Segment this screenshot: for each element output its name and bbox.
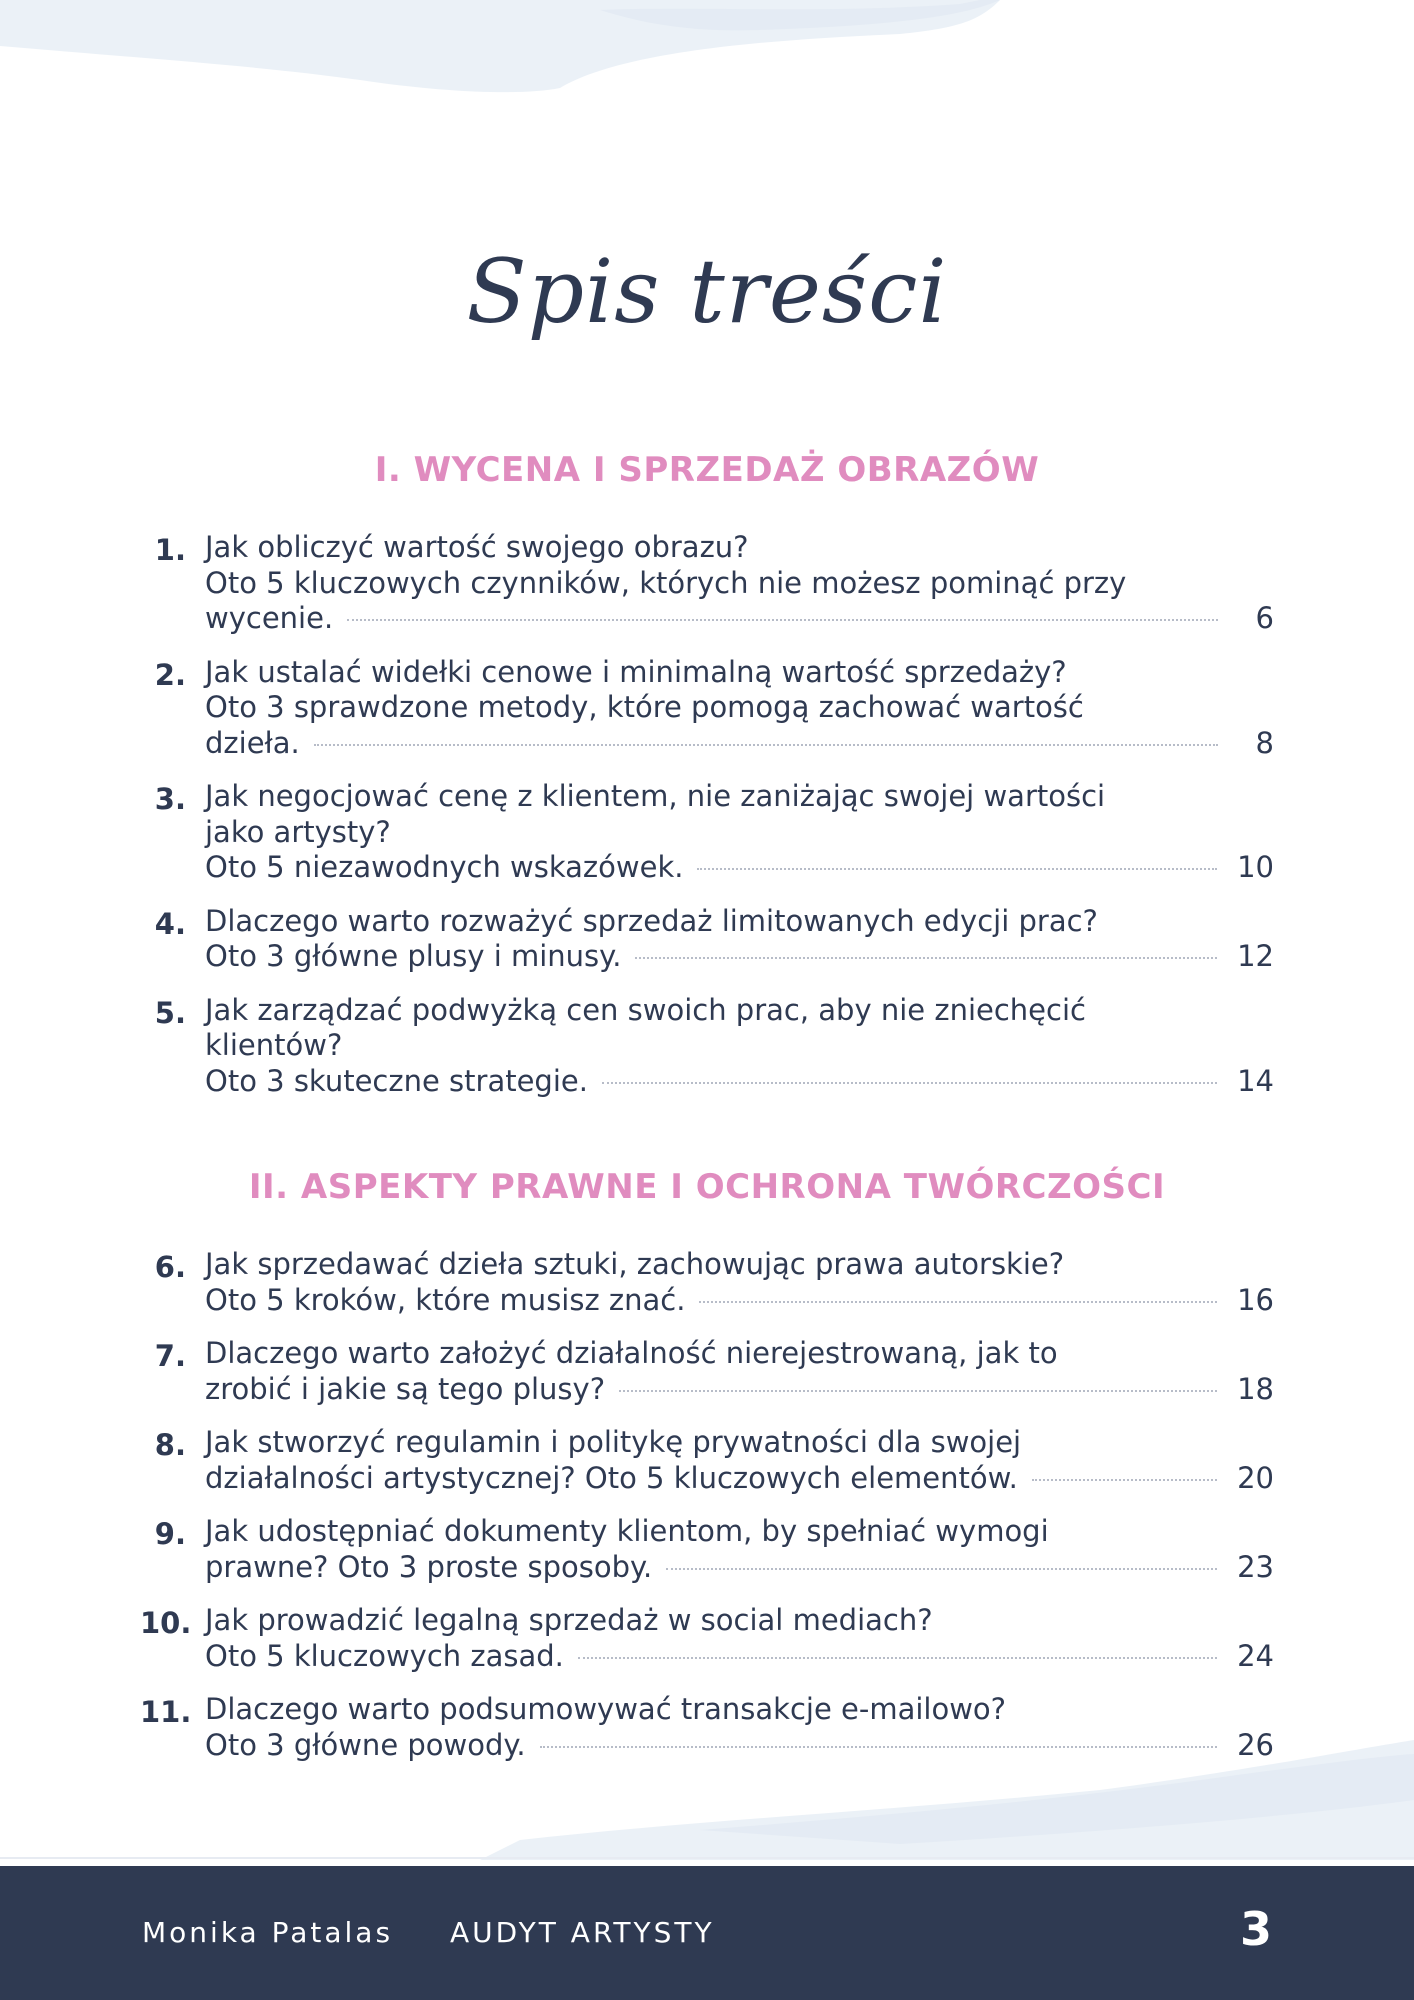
- entry-line: Jak prowadzić legalną sprzedaż w social mediach?: [205, 1603, 933, 1637]
- page-number: 10: [1237, 850, 1274, 884]
- entry-line: zrobić i jakie są tego plusy?: [205, 1371, 606, 1406]
- leader-dots: [602, 1082, 1217, 1084]
- footer-author: Monika Patalas: [142, 1916, 394, 1949]
- entry-line: Dlaczego warto podsumowywać transakcje e-mailowo?: [205, 1692, 1007, 1726]
- page-number: 6: [1255, 601, 1274, 635]
- footer-bar: [0, 1866, 1414, 2000]
- section-heading-2: II. ASPEKTY PRAWNE I OCHRONA TWÓRCZOŚCI: [248, 1167, 1166, 1207]
- entry-line: wycenie.: [205, 601, 334, 635]
- page-number: 14: [1237, 1063, 1274, 1098]
- toc-entry[interactable]: [140, 779, 1274, 886]
- entry-number: 11.: [140, 1695, 192, 1729]
- page-number: 20: [1237, 1460, 1274, 1495]
- entry-number: 3.: [154, 782, 186, 816]
- toc-entry[interactable]: [140, 530, 1274, 637]
- entry-line: Jak stworzyć regulamin i politykę prywatności dla swojej: [205, 1425, 1022, 1459]
- toc-entry[interactable]: [140, 993, 1274, 1100]
- entry-line: Jak udostępniać dokumenty klientom, by spełniać wymogi: [205, 1514, 1049, 1548]
- footer-separator: [0, 1857, 1414, 1859]
- entry-number: 9.: [154, 1517, 186, 1551]
- footer-brand: AUDYT ARTYSTY: [450, 1916, 715, 1949]
- entry-line: Oto 5 niezawodnych wskazówek.: [205, 850, 684, 884]
- footer-page-number: 3: [1239, 1902, 1272, 1956]
- section-heading-1: I. WYCENA I SPRZEDAŻ OBRAZÓW: [374, 450, 1040, 490]
- page-number: 24: [1237, 1638, 1274, 1673]
- toc-entry[interactable]: [140, 1692, 1274, 1763]
- toc-entry[interactable]: [140, 655, 1274, 762]
- entry-number: 2.: [154, 657, 186, 692]
- toc-entry[interactable]: [140, 1425, 1274, 1496]
- page-number: 16: [1237, 1282, 1274, 1317]
- entry-line: Oto 5 kluczowych czynników, których nie możesz pominąć przy: [205, 565, 1127, 600]
- leader-dots: [314, 744, 1218, 746]
- leader-dots: [347, 619, 1218, 621]
- page-number: 8: [1255, 725, 1274, 760]
- entry-line: prawne? Oto 3 proste sposoby.: [205, 1549, 653, 1584]
- toc-section-1: [140, 530, 1274, 1117]
- brush-wash-top: [0, 0, 1414, 110]
- leader-dots: [635, 957, 1217, 959]
- entry-line: Oto 5 kluczowych zasad.: [205, 1638, 564, 1673]
- entry-line: Jak negocjować cenę z klientem, nie zaniżając swojej wartości: [205, 779, 1106, 813]
- entry-line: dzieła.: [205, 725, 300, 760]
- entry-line: Dlaczego warto rozważyć sprzedaż limitowanych edycji prac?: [205, 903, 1098, 938]
- entry-line: jako artysty?: [205, 814, 391, 849]
- toc-entry[interactable]: [140, 1514, 1274, 1585]
- toc-entry[interactable]: [140, 1336, 1274, 1407]
- entry-line: Oto 3 skuteczne strategie.: [205, 1063, 588, 1098]
- page-number: 12: [1237, 939, 1274, 973]
- entry-line: klientów?: [205, 1028, 343, 1062]
- entry-line: Oto 3 sprawdzone metody, które pomogą zachować wartość: [205, 690, 1084, 724]
- entry-number: 8.: [154, 1428, 186, 1462]
- entry-line: Jak sprzedawać dzieła sztuki, zachowując prawa autorskie?: [205, 1247, 1065, 1281]
- entry-line: działalności artystycznej? Oto 5 kluczowych elementów.: [205, 1460, 1018, 1495]
- toc-entry[interactable]: [140, 904, 1274, 975]
- leader-dots: [699, 1301, 1217, 1303]
- entry-line: Jak obliczyć wartość swojego obrazu?: [205, 530, 749, 564]
- toc-entry[interactable]: [140, 1603, 1274, 1674]
- leader-dots: [619, 1390, 1217, 1392]
- toc-entry[interactable]: [140, 1247, 1274, 1318]
- entry-number: 1.: [154, 533, 186, 567]
- page-number: 23: [1237, 1549, 1274, 1584]
- leader-dots: [578, 1657, 1217, 1659]
- page-title: Spis treści: [466, 240, 948, 343]
- leader-dots: [1032, 1479, 1217, 1481]
- entry-number: 6.: [154, 1250, 186, 1284]
- entry-line: Oto 3 główne powody.: [205, 1727, 526, 1762]
- entry-number: 10.: [140, 1606, 192, 1640]
- page-number: 18: [1237, 1371, 1274, 1406]
- entry-line: Oto 5 kroków, które musisz znać.: [205, 1282, 686, 1317]
- toc-section-2: [140, 1247, 1274, 1781]
- entry-number: 7.: [154, 1339, 186, 1373]
- leader-dots: [666, 1568, 1217, 1570]
- entry-number: 5.: [154, 995, 186, 1030]
- entry-line: Jak ustalać widełki cenowe i minimalną wartość sprzedaży?: [205, 654, 1067, 689]
- entry-line: Dlaczego warto założyć działalność nierejestrowaną, jak to: [205, 1336, 1058, 1370]
- entry-number: 4.: [154, 906, 186, 941]
- entry-line: Jak zarządzać podwyżką cen swoich prac, aby nie zniechęcić: [205, 992, 1086, 1027]
- leader-dots: [540, 1746, 1217, 1748]
- entry-line: Oto 3 główne plusy i minusy.: [205, 939, 622, 973]
- page-number: 26: [1237, 1727, 1274, 1762]
- leader-dots: [697, 868, 1217, 870]
